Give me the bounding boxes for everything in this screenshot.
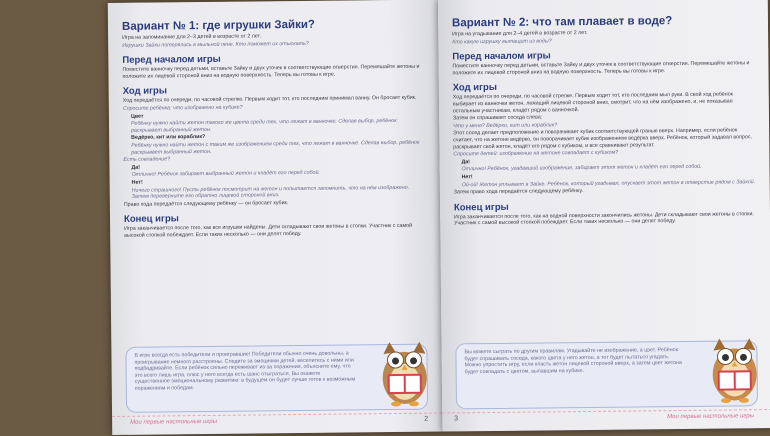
owl-reading-icon [377,336,432,409]
right-ask-label: Затем он спрашивает соседа слева: [452,114,543,122]
right-end-text: Игра заканчивается после того, как на водной поверхности закончились жетоны. Дети складывают свои жетоны в стопки. Участник с самой высокой стопкой побеждает. Если таких несколько — они делят победу. [453,210,754,227]
right-no-label: Нет! [461,174,473,181]
right-pass-turn: Затем право хода передаётся следующему ребёнку. [453,188,584,196]
left-footer [112,413,442,433]
left-yes-text: Отлично! Ребёнок забирает выбранный жетон и кладёт его перед собой. [131,170,321,179]
right-ask-text: Что у меня? Ведёрко, кит или кораблик? [453,122,558,130]
right-course-heading: Ход игры [452,82,498,94]
booklet-spread [28,0,762,436]
left-end-text: Игра заканчивается после того, как все игрушки найдены. Дети складывают свои жетоны в стопки. Участник с самой высокой стопкой побеждает. Если таких несколько — они делят победу. [124,223,413,239]
right-guess-text: Этот сосед делает предположение и поворачивает кубик соответствующей гранью вверх. Например, если ребёнок считает, что на жетоне ведёрко, он поворачивает кубик изображением ведёрка вверх. Ребёнок, который задавал вопрос, раскрывает свой жетон, кладёт его рядом с кубиком, и все сравнивают результат. [453,127,752,150]
right-intro-2: Кто какую игрушку вытащит из воды? [452,37,552,45]
left-course-heading: Ход игры [122,85,168,98]
right-ask-2: Спросите детей: изображение на жетоне совпадает с кубиком? [453,149,619,158]
right-end-heading: Конец игры [453,201,509,214]
left-footer-brand: Мои первые настольные игры [130,418,218,426]
left-course-text: Ход передаётся по очереди, по часовой стрелке. Первым ходит тот, кто последним принимал ванну. Он бросает кубик. [122,95,417,105]
right-course-text: Ход передаётся по очереди, по часовой стрелке. Первым ходит тот, кто последним мыл руки. В свой ход ребёнок выбирает из ванночки жетон, лежащий лицевой стороной вниз, смотрит, что на нём изображено, и, не показывая остальным участникам, кладёт рядом с ванночкой. [452,91,734,114]
left-color-label: Цвет [130,113,144,120]
left-no-text: Ничего страшного! Пусть ребёнок посмотрит на жетон и попытается запомнить, что на нём изображено. Затем переверните его обратно лицевой стороной вниз. [131,184,410,200]
left-yes-label: Да! [131,164,140,171]
left-before-text: Поместите ванночку перед детьми, вставьте Зайку и двух уточек в соответствующие отверстия. Перемешайте жетоны и положите их лицевой стороной вниз на водную поверхность. Теперь вы готовы к игре. [122,63,420,80]
right-footer [442,409,770,429]
right-yes-text: Отлично! Ребёнок, угадавший изображение, забирает этот жетон и кладёт его перед собой. [461,164,702,173]
left-tip-text: В игре всегда есть победители и проигравшие! Победители обычно очень довольны, а проигрывание немного расстроены. Следите за эмоциями детей, веселитесь с ними или подбадривайте. Если ребёнок сильно переживает из-за поражения, объясните ему, что это всего лишь игра, плюс у него всегда есть шанс отыграться. Вы окажете существенное эмоциональному развитию: в будущем он будет лучше готов к возможным поражениям и победам. [134,350,356,392]
left-page-number: 2 [424,415,429,423]
left-pass-turn: Право хода передаётся следующему ребёнку — он бросает кубик. [123,199,289,208]
right-before-heading: Перед началом игры [452,50,551,63]
right-intro-1: Игра на угадывание для 2–4 детей в возрасте от 2 лет. [452,29,588,38]
left-intro-2: Игрушки Зайки потерялись в мыльной пене. Кто поможет их отыскать? [122,40,309,49]
left-end-heading: Конец игры [123,213,179,226]
left-no-label: Нет! [131,179,143,186]
right-yes-label: Да! [461,158,470,166]
left-page [108,0,443,435]
left-intro-1: Игра на запоминание для 2–3 детей в возрасте от 2 лет. [122,33,261,41]
right-footer-brand: Мои первые настольные игры [667,413,755,421]
owl-reading-icon [707,332,762,405]
left-ask: Спросите ребёнка: что изображено на кубике? [122,104,243,112]
left-title: Вариант № 1: где игрушки Зайки? [121,18,315,33]
right-no-text: Ой-ой! Жетон уплывает в Зайке. Ребёнок, который угадывал, опускает этот жетон в отверстие рядом с Зайкой. [461,178,756,188]
right-page-number: 3 [454,415,459,423]
right-tip-text: Вы можете сыграть по другим правилам. Угадывайте не изображение, а цвет. Ребёнок будет спрашивать соседа, какого цвета у него жетон, а тот будет пытаться угадать. Можно упростить игру, если класть жетон лицевой стороной вверх, а затем цвет жетона будет совпадать с цветом, выпавшим на кубике. [464,347,682,376]
left-match-question: Есть совпадение? [123,156,171,163]
left-before-heading: Перед началом игры [122,54,221,67]
left-bucket-label: Ведёрко, кит или кораблик? [131,134,206,142]
right-page [438,0,770,432]
left-bucket-text: Ребёнку нужно найти жетон с таким же изображением среди тех, что лежат в ванночке. Сделав выбор, ребёнок раскрывает выбранный жетон. [131,139,420,156]
right-title: Вариант № 2: что там плавает в воде? [451,15,673,30]
right-before-text: Поместите ванночку перед детьми, вставьте Зайку и двух уточек в соответствующие отверстия. Перемешайте жетоны и положите их лицевой стороной вниз на водную поверхность. Теперь вы готовы к игре. [452,60,750,77]
left-color-text: Ребёнку нужно найти жетон такого же цвета среди тех, что лежат в ванночке. Сделав выбор, ребёнок раскрывает выбранный жетон. [130,118,397,134]
